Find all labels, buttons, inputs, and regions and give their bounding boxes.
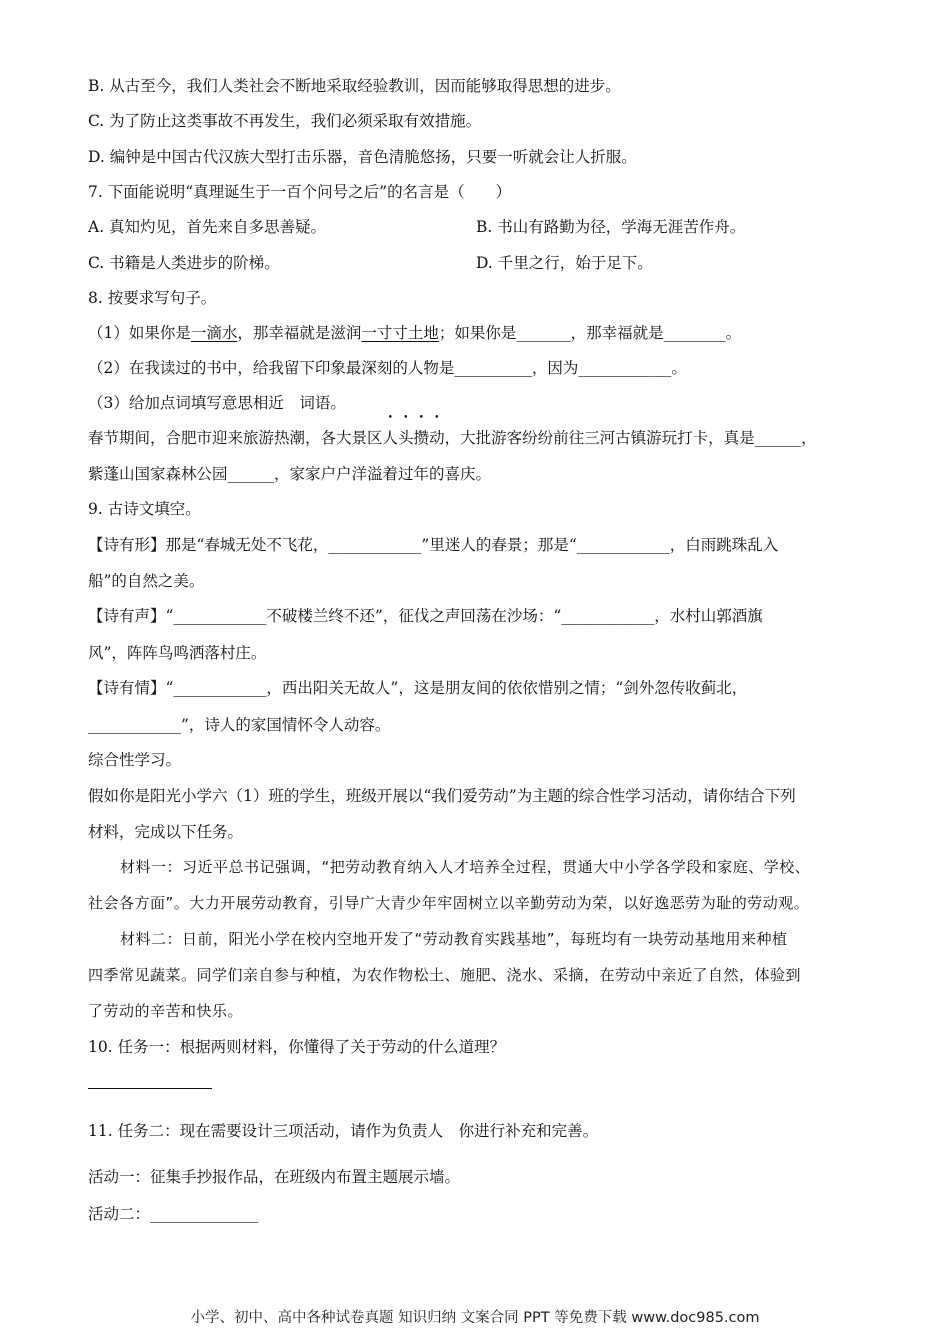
option-6d: D. 编钟是中国古代汉族大型打击乐器，音色清脆悠扬，只要一听就会让人折服。 — [88, 148, 637, 166]
dotted-char: 动 — [429, 429, 445, 447]
material-1-line1: 材料一：习近平总书记强调，“把劳动教育纳入人才培养全过程，贯通大中小学各学段和家庭、学校、 — [120, 858, 811, 876]
material-2-line1: 材料二：日前，阳光小学在校内空地开发了“劳动教育实践基地”，每班均有一块劳动基地用来种植 — [120, 930, 788, 948]
question-7: 7. 下面能说明“真理诞生于一百个问号之后”的名言是（ ） — [88, 183, 512, 201]
section-heading: 综合性学习。 — [88, 751, 182, 769]
poem-feeling-line1: 【诗有情】“____________，西出阳关无故人”，这是朋友间的依依惜别之情；“剑外忽传收蓟北， — [88, 679, 748, 697]
underlined-phrase: 一寸寸土地 — [361, 324, 439, 342]
dotted-char: 人 — [382, 429, 399, 447]
question-8-2: （2）在我读过的书中，给我留下印象最深刻的人物是__________，因为____________。 — [88, 359, 687, 377]
question-11: 11. 任务二：现在需要设计三项活动，请作为负责人 你进行补充和完善。 — [88, 1122, 599, 1140]
option-7c: C. 书籍是人类进步的阶梯。 — [88, 254, 280, 272]
question-8-3-passage-cont: 紫蓬山国家森林公园______，家家户户洋溢着过年的喜庆。 — [88, 465, 492, 483]
question-8-1: （1）如果你是一滴水，那幸福就是滋润一寸寸土地；如果你是_______，那幸福就是________。 — [88, 324, 742, 342]
intro-line1: 假如你是阳光小学六（1）班的学生，班级开展以“我们爱劳动”为主题的综合性学习活动，请你结合下列 — [88, 787, 796, 805]
poem-feeling-line2: ____________”，诗人的家国情怀令人动容。 — [88, 716, 391, 734]
answer-blank-line — [88, 1088, 212, 1089]
poem-sound-line2: 风”，阵阵鸟鸣洒落村庄。 — [88, 644, 267, 662]
dotted-char: 头 — [398, 429, 414, 447]
page-footer: 小学、初中、高中各种试卷真题 知识归纳 文案合同 PPT 等免费下载 www.doc985.com — [190, 1310, 760, 1326]
material-1-line2: 社会各方面”。大力开展劳动教育，引导广大青少年牢固树立以辛勤劳动为荣，以好逸恶劳为耻的劳动观。 — [88, 894, 810, 912]
material-2-line3: 了劳动的辛苦和快乐。 — [88, 1002, 244, 1020]
question-9: 9. 古诗文填空。 — [88, 500, 201, 518]
option-7b: B. 书山有路勤为径，学海无涯苦作舟。 — [476, 218, 746, 236]
activity-1: 活动一：征集手抄报作品，在班级内布置主题展示墙。 — [88, 1168, 461, 1186]
option-6b: B. 从古至今，我们人类社会不断地采取经验教训，因而能够取得思想的进步。 — [88, 77, 621, 95]
intro-line2: 材料，完成以下任务。 — [88, 823, 244, 841]
activity-2: 活动二：______________ — [88, 1205, 259, 1223]
option-7a: A. 真知灼见，首先来自多思善疑。 — [88, 218, 327, 236]
poem-shape-line1: 【诗有形】那是“春城无处不飞花，____________”里迷人的春景；那是“____________，白雨跳珠乱入 — [88, 536, 779, 554]
underlined-phrase: 一滴水 — [190, 324, 238, 342]
question-8: 8. 按要求写句子。 — [88, 289, 217, 307]
material-2-line2: 四季常见蔬菜。同学们亲自参与种植，为农作物松土、施肥、浇水、采摘，在劳动中亲近了自然，体验到 — [88, 966, 802, 984]
option-6c: C. 为了防止这类事故不再发生，我们必须采取有效措施。 — [88, 112, 482, 130]
question-8-3-passage: 春节期间，合肥市迎来旅游热潮，各大景区人头攒动，大批游客纷纷前往三河古镇游玩打卡，真是______， — [88, 429, 817, 447]
question-10: 10. 任务一：根据两则材料，你懂得了关于劳动的什么道理？ — [88, 1038, 506, 1056]
poem-sound-line1: 【诗有声】“____________不破楼兰终不还”，征伐之声回荡在沙场：“____________，水村山郭酒旗 — [88, 607, 763, 625]
poem-shape-line2: 船”的自然之美。 — [88, 572, 205, 590]
dotted-char: 攒 — [413, 429, 430, 447]
question-8-3: （3）给加点词填写意思相近 词语。 — [88, 394, 346, 412]
option-7d: D. 千里之行，始于足下。 — [476, 254, 653, 272]
